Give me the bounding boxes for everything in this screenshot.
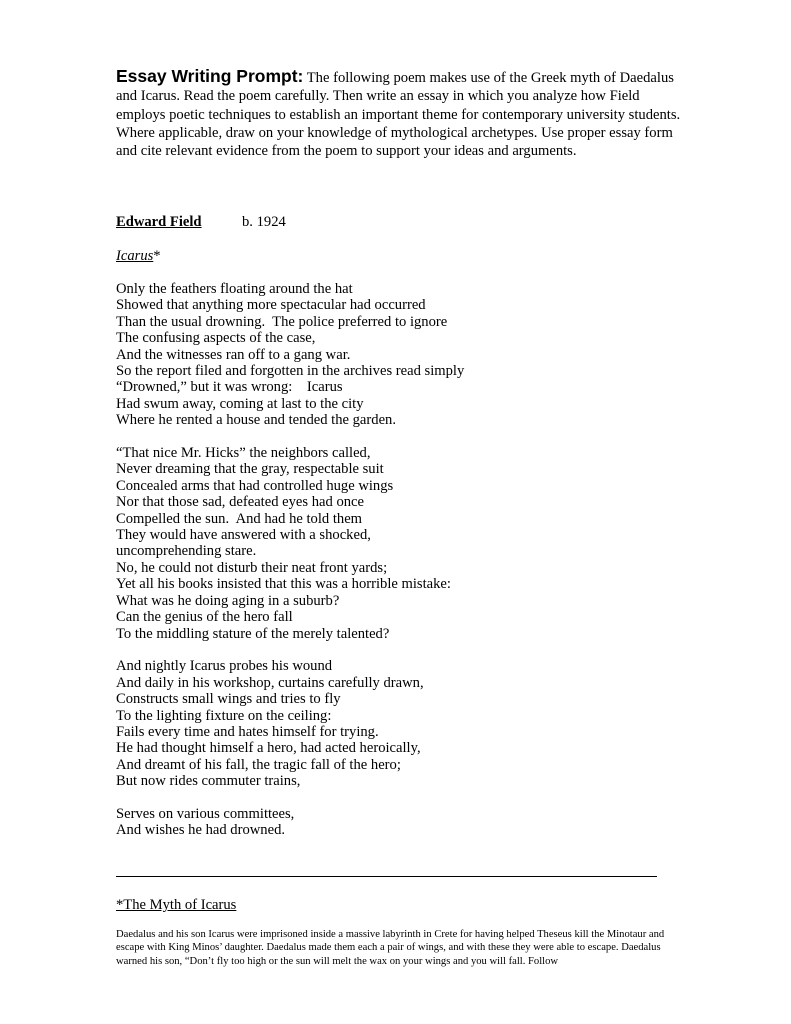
poem-title [116,247,161,265]
poem-title-text: Icarus [116,248,154,264]
essay-prompt [116,67,681,160]
poem-line: To the lighting fixture on the ceiling: [116,707,332,724]
poem-stanza [116,658,676,789]
poem-stanza [116,281,676,429]
poem-line: And daily in his workshop, curtains carefully drawn, [116,674,424,691]
poem-line: Only the feathers floating around the hat [116,281,353,297]
poem-line: No, he could not disturb their neat front yards; [116,559,388,576]
prompt-text: The following poem makes use of the Greek myth of Daedalus and Icarus. Read the poem carefully. Then write an essay in which you analyze how Field employs poetic techniques to establish an important theme for contemporary university students. Where applicable, draw on your knowledge of mythological archetypes. Use proper essay form and cite relevant evidence from the poem to support your ideas and arguments. [116,70,681,160]
poem-line: Nor that those sad, defeated eyes had once [116,494,364,511]
poem-line: So the report filed and forgotten in the archives read simply [116,363,465,380]
poem-line: But now rides commuter trains, [116,773,301,790]
poem-title-footnote-mark: * [153,248,161,264]
author-birth-year: b. 1924 [242,214,286,230]
poem-line: Yet all his books insisted that this was a horrible mistake: [116,576,451,593]
poem-line: To the middling stature of the merely talented? [116,625,390,642]
footnote-title: *The Myth of Icarus [116,897,237,913]
author-line [116,213,286,231]
poem-stanza [116,445,676,642]
poem-stanza [116,806,676,839]
poem-line: And the witnesses ran off to a gang war. [116,346,351,363]
poem-line: “Drowned,” but it was wrong: Icarus [116,379,343,396]
poem-line: Had swum away, coming at last to the city [116,395,364,412]
poem-line: The confusing aspects of the case, [116,330,316,347]
poem-line: And nightly Icarus probes his wound [116,658,333,675]
poem-line: Concealed arms that had controlled huge wings [116,477,394,494]
poem-line: “That nice Mr. Hicks” the neighbors called, [116,445,371,462]
poem-line: Can the genius of the hero fall [116,609,293,626]
poem-line: Than the usual drowning. The police preferred to ignore [116,313,448,330]
prompt-heading: Essay Writing Prompt: [116,66,304,86]
poem-line: Never dreaming that the gray, respectable suit [116,461,384,478]
poem-line: And wishes he had drowned. [116,822,286,839]
footnote-text: Daedalus and his son Icarus were imprisoned inside a massive labyrinth in Crete for having helped Theseus kill the Minotaur and escape with King Minos’ daughter. Daedalus made them each a pair of wings, and with these they were able to escape. Daedalus warned his son, “Don’t fly too high or the sun will melt the wax on your wings and you will fall. Follow [116,929,665,967]
author-name: Edward Field [116,214,202,230]
poem-line: Fails every time and hates himself for trying. [116,723,379,740]
poem-line: Showed that anything more spectacular had occurred [116,297,426,314]
poem-line: What was he doing aging in a suburb? [116,592,340,609]
poem-line: He had thought himself a hero, had acted heroically, [116,740,421,757]
poem-line: They would have answered with a shocked, [116,527,371,544]
poem-line: Serves on various committees, [116,805,295,822]
poem-line: Where he rented a house and tended the garden. [116,412,396,429]
poem-line: uncomprehending stare. [116,543,257,560]
poem-line: Compelled the sun. And had he told them [116,510,363,527]
poem-body [116,281,676,855]
footnote-divider [116,876,657,877]
poem-line: And dreamt of his fall, the tragic fall of the hero; [116,756,401,773]
poem-line: Constructs small wings and tries to fly [116,691,341,708]
